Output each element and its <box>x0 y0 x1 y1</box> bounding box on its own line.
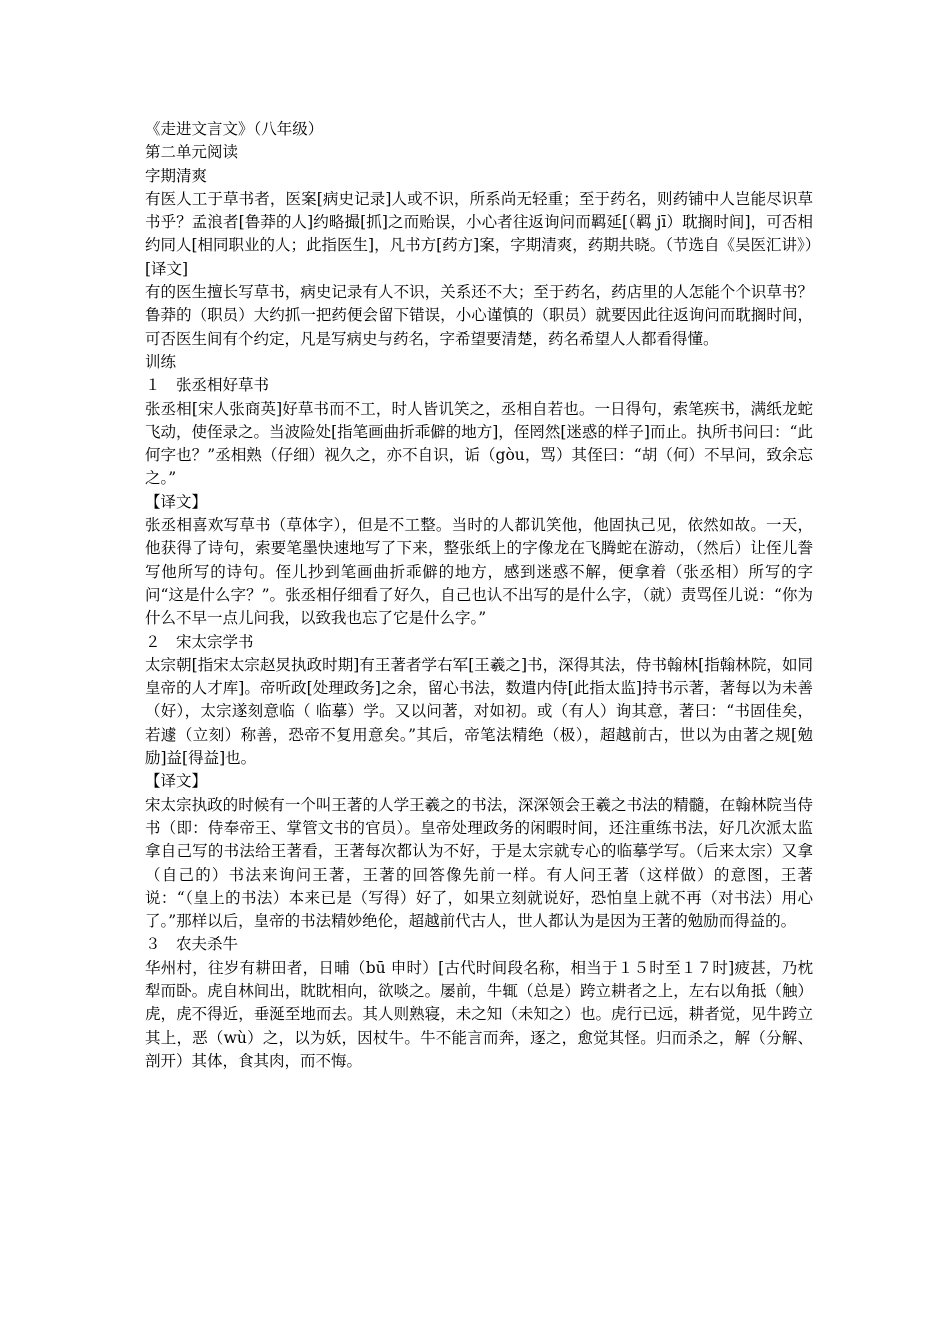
section-1-translation-label: 【译文】 <box>145 492 208 511</box>
section-1-text: 张丞相[宋人张商英]好草书而不工，时人皆讥笑之，丞相自若也。一日得句，索笔疾书，满纸龙蛇飞动，使侄录之。当波险处[指笔画曲折乖僻的地方]，侄罔然[迷惑的样子]而止。执所书问曰：“此何字也？”丞相熟（仔细）视久之，亦不自识，诟（gòu，骂）其侄曰：“胡（何）不早问，致余忘之。” <box>145 399 813 488</box>
section-3-text: 华州村，往岁有耕田者，日晡（bū 申时）[古代时间段名称，相当于１５时至１７时]疲甚，乃枕犁而卧。虎自林间出，眈眈相向，欲啖之。屡前，牛辄（总是）跨立耕者之上，左右以角抵（触）虎，虎不得近，垂涎至地而去。其人则熟寝，未之知（未知之）也。虎行已远，耕者觉，见牛跨立其上，恶（wù）之，以为妖，因杖牛。牛不能言而奔，逐之，愈觉其怪。归而杀之，解（分解、剖开）其体，食其肉，而不悔。 <box>145 958 813 1070</box>
document-page <box>145 118 821 1073</box>
translation-text: 有的医生擅长写草书，病史记录有人不识，关系还不大；至于药名，药店里的人怎能个个识草书？鲁莽的（职员）大约抓一把药便会留下错误，小心谨慎的（职员）就要因此往返询问而耽搁时间，可否医生间有个约定，凡是写病史与药名，字希望要清楚，药名希望人人都看得懂。 <box>145 283 813 348</box>
section-2-translation: 宋太宗执政的时候有一个叫王著的人学王羲之的书法，深深领会王羲之书法的精髓，在翰林院当侍书（即：侍奉帝王、掌管文书的官员）。皇帝处理政务的闲暇时间，还注重练书法，好几次派太监拿自己写的书法给王著看，王著每次都认为不好，于是太宗就专心的临摹学写。（后来太宗）又拿（自己的）书法来询问王著，王著的回答像先前一样。有人问王著（这样做）的意图，王著说：“（皇上的书法）本来已是（写得）好了，如果立刻就说好，恐怕皇上就不再（对书法）用心了。”那样以后，皇帝的书法精妙绝伦，超越前代古人，世人都认为是因为王著的勉励而得益的。 <box>145 795 813 931</box>
book-title: 《走进文言文》（八年级） <box>145 120 324 138</box>
passage-text: 有医人工于草书者，医案[病史记录]人或不识，所系尚无轻重；至于药名，则药铺中人岂能尽识草书乎？孟浪者[鲁莽的人]约略撮[抓]之而贻误，小心者往返询问而羁延[（羁 jī）耽搁时间]，可否相约同人[相同职业的人；此指医生]，凡书方[药方]案，字期清爽，药期共晓。（节选自《吴医汇讲》） <box>145 189 821 255</box>
passage-heading: 字期清爽 <box>145 166 208 185</box>
unit-heading: 第二单元阅读 <box>145 143 239 162</box>
section-2-translation-label: 【译文】 <box>145 772 208 791</box>
section-3-title: ３ 农夫杀牛 <box>145 935 239 954</box>
section-1-translation: 张丞相喜欢写草书（草体字），但是不工整。当时的人都讥笑他，他固执己见，依然如故。一天，他获得了诗句，索要笔墨快速地写了下来，整张纸上的字像龙在飞腾蛇在游动，（然后）让侄儿誊写他所写的诗句。侄儿抄到笔画曲折乖僻的地方，感到迷惑不解，便拿着（张丞相）所写的字问“这是什么字？”。张丞相仔细看了好久，自己也认不出写的是什么字，（就）责骂侄儿说：“你为什么不早一点儿问我，以致我也忘了它是什么字。” <box>145 516 813 628</box>
section-2-title: ２ 宋太宗学书 <box>145 632 254 651</box>
training-label: 训练 <box>145 352 177 371</box>
section-1-title: １ 张丞相好草书 <box>145 376 270 395</box>
section-2-text: 太宗朝[指宋太宗赵炅执政时期]有王著者学右军[王羲之]书，深得其法，侍书翰林[指翰林院，如同皇帝的人才库]。帝听政[处理政务]之余，留心书法，数遣内侍[此指太监]持书示著，著每以为未善（好），太宗遂刻意临（ 临摹）学。又以问著，对如初。或（有人）询其意，著曰：“书固佳矣，若遽（立刻）称善，恐帝不复用意矣。”其后，帝笔法精绝（极），超越前古，世以为由著之规[勉励]益[得益]也。 <box>145 655 813 768</box>
translation-label: [译文] <box>145 259 189 278</box>
